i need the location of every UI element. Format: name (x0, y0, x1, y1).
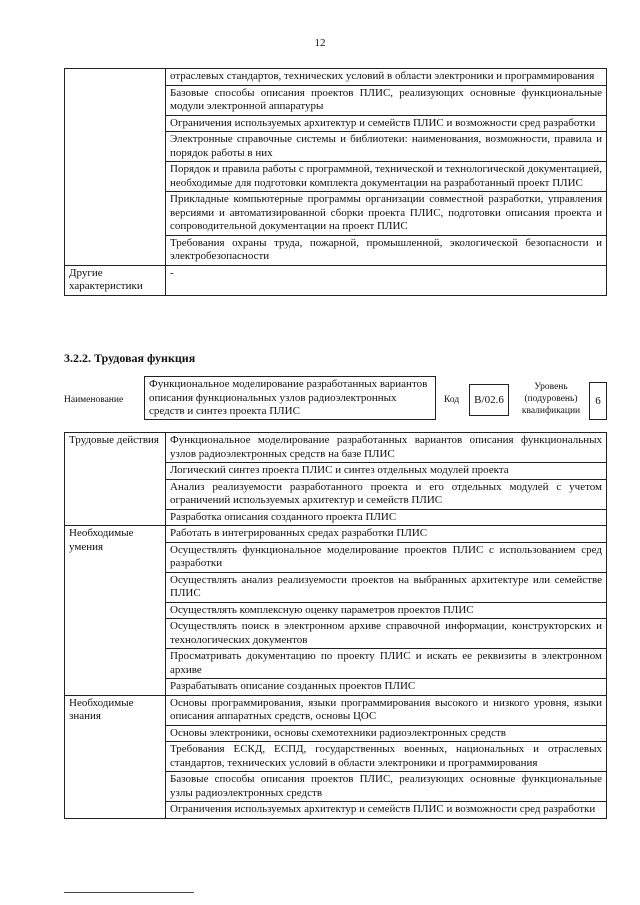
function-name-box: Функциональное моделирование разработанных вариантов описания функциональных узлов радиоэлектронных средств и синтез проекта ПЛИС (144, 376, 436, 420)
table-row (65, 433, 607, 463)
level-value-box: 6 (589, 382, 607, 420)
row-item: Разрабатывать описание созданных проектов ПЛИС (166, 679, 607, 696)
row-item: отраслевых стандартов, технических условий в области электроники и программирования (166, 69, 607, 86)
row-item: Электронные справочные системы и библиотеки: наименования, возможности, правила и порядок работы в них (166, 132, 607, 162)
row-category (65, 69, 166, 266)
row-item: Осуществлять комплексную оценку параметров проектов ПЛИС (166, 602, 607, 619)
labor-function-table (64, 432, 607, 819)
row-category: Необходимые умения (65, 526, 166, 696)
row-item: Осуществлять функциональное моделирование проектов ПЛИС с использованием сред разработки (166, 542, 607, 572)
section-title: 3.2.2. Трудовая функция (64, 351, 196, 365)
row-item: Порядок и правила работы с программной, технической и технологической документацией, необходимые для подготовки комплекта документации на разработанный проект ПЛИС (166, 162, 607, 192)
code-label: Код (444, 395, 460, 405)
row-item: Базовые способы описания проектов ПЛИС, реализующих основные функциональные модули электронной аппаратуры (166, 85, 607, 115)
row-category: Необходимые знания (65, 695, 166, 818)
row-item: Осуществлять поиск в электронном архиве справочной информации, конструкторских и технологических документов (166, 619, 607, 649)
table-row (65, 695, 607, 725)
row-item: Основы электроники, основы схемотехники радиоэлектронных средств (166, 725, 607, 742)
row-category: Трудовые действия (65, 433, 166, 526)
row-category: Другие характеристики (65, 265, 166, 295)
row-item: Функциональное моделирование разработанных вариантов описания функциональных узлов радиоэлектронных средств на базе ПЛИС (166, 433, 607, 463)
row-item: Логический синтез проекта ПЛИС и синтез отдельных модулей проекта (166, 463, 607, 480)
row-item: Требования охраны труда, пожарной, промышленной, экологической безопасности и электробезопасности (166, 235, 607, 265)
table-row (65, 69, 607, 86)
row-item: Осуществлять анализ реализуемости проектов на выбранных архитектуре или семействе ПЛИС (166, 572, 607, 602)
code-value-box: В/02.6 (469, 384, 509, 416)
function-header (64, 376, 607, 422)
table-row (65, 526, 607, 543)
row-item: Ограничения используемых архитектур и семейств ПЛИС и возможности сред разработки (166, 115, 607, 132)
knowledge-table-continued (64, 68, 607, 296)
footnote-divider (64, 892, 194, 893)
row-item: Прикладные компьютерные программы организации совместной разработки, управления версиями и автоматизированной сборки проекта ПЛИС, подготовки описания проекта и сопроводительной документации на проект ПЛИС (166, 192, 607, 236)
page-number: 12 (314, 37, 326, 49)
row-item: Базовые способы описания проектов ПЛИС, реализующих основные функциональные узлы радиоэлектронных средств (166, 772, 607, 802)
row-item: Анализ реализуемости разработанного проекта и его отдельных модулей с учетом ограничений используемых архитектур и семейств ПЛИС (166, 479, 607, 509)
row-item: Основы программирования, языки программирования высокого и низкого уровня, языки описания аппаратных средств, основы ЦОС (166, 695, 607, 725)
row-item: Просматривать документацию по проекту ПЛИС и искать ее реквизиты в электронном архиве (166, 649, 607, 679)
row-item: Работать в интегрированных средах разработки ПЛИС (166, 526, 607, 543)
row-item: Ограничения используемых архитектур и семейств ПЛИС и возможности сред разработки (166, 802, 607, 819)
level-label: Уровень (подуровень) квалификации (521, 382, 581, 416)
row-item: - (166, 265, 607, 295)
name-label: Наименование (64, 395, 124, 405)
table-row (65, 265, 607, 295)
row-item: Разработка описания созданного проекта ПЛИС (166, 509, 607, 526)
row-item: Требования ЕСКД, ЕСПД, государственных военных, национальных и отраслевых стандартов, технических условий в области электроники и программирования (166, 742, 607, 772)
